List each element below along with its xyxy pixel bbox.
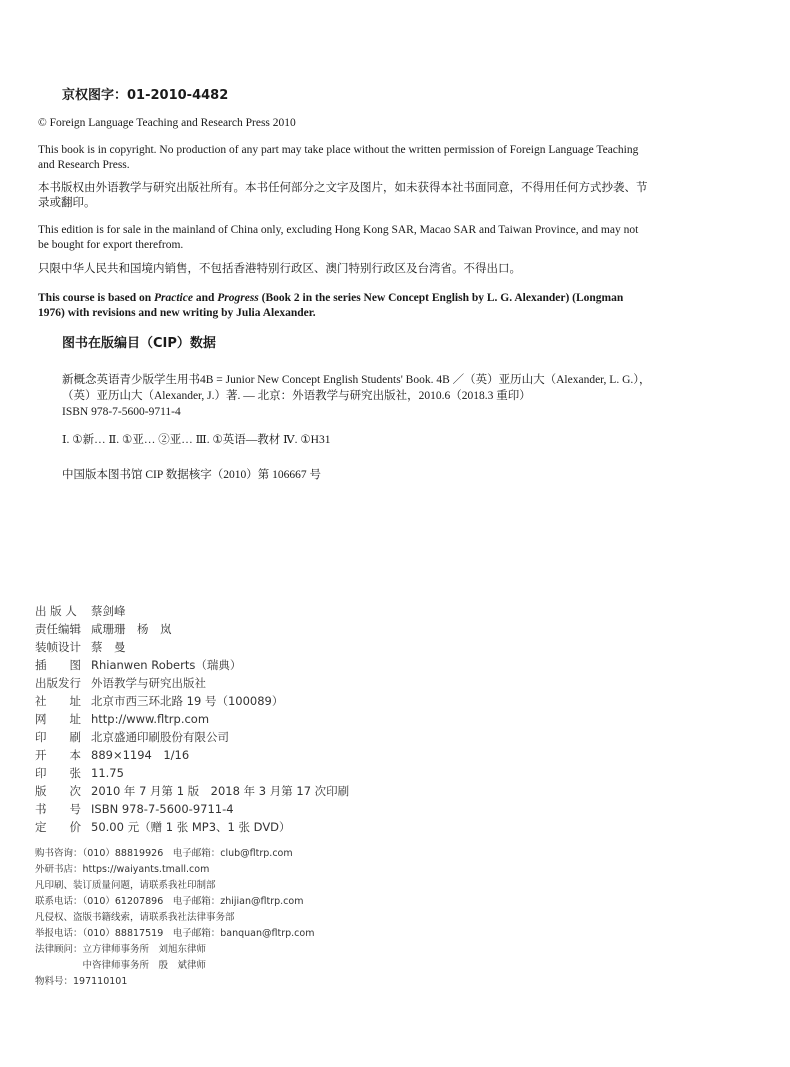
- pub-label: 书 号: [35, 802, 81, 816]
- pub-value: ISBN 978-7-5600-9711-4: [91, 802, 234, 816]
- copyright-notice-en: This book is in copyright. No production of any part may take place without the written permission of Foreign Language Teaching and Research Press.: [38, 144, 639, 171]
- pub-value: 北京盛通印刷股份有限公司: [91, 730, 229, 744]
- pub-label: 出 版 人: [35, 604, 77, 618]
- pub-value: 50.00 元（赠 1 张 MP3、1 张 DVD）: [91, 820, 291, 834]
- pub-value: 外语教学与研究出版社: [91, 676, 206, 690]
- copyright-notice-cn: 本书版权由外语教学与研究出版社所有。本书任何部分之文字及图片，如未获得本社书面同意，不得用任何方式抄袭、节录或翻印。: [38, 182, 648, 209]
- course-title-practice: Practice: [153, 292, 193, 304]
- pub-value: 蔡 曼: [91, 640, 126, 654]
- cip-heading: 图书在版编目（CIP）数据: [62, 336, 216, 351]
- contact-line-piracy: 凡侵权、盗版书籍线索，请联系我社法律事务部: [35, 912, 235, 923]
- contact-line-legal-1: 法律顾问：立方律师事务所 刘旭东律师: [35, 944, 207, 955]
- pub-label: 印 刷: [35, 730, 81, 744]
- course-suffix: (Book 2 in the series New Concept English by L. G. Alexander) (Longman 1976) with revisions and new writing by Julia Alexander.: [38, 292, 624, 319]
- course-source-note: [38, 291, 650, 321]
- sales-restriction-en: This edition is for sale in the mainland of China only, excluding Hong Kong SAR, Macao SAR and Taiwan Province, and may not be bought for export therefrom.: [38, 224, 639, 251]
- pub-label: 责任编辑: [35, 622, 81, 636]
- contact-line-legal-2: 中咨律师事务所 殷 斌律师: [35, 960, 207, 971]
- pub-label: 社 址: [35, 694, 81, 708]
- course-title-progress: Progress: [217, 292, 259, 304]
- contact-line-report-phone: 举报电话：（010）88817519 电子邮箱：banquan@fltrp.com: [35, 928, 315, 939]
- pub-value: http://www.fltrp.com: [91, 712, 210, 726]
- pub-label: 定 价: [35, 820, 81, 834]
- contact-line-quality-phone: 联系电话：（010）61207896 电子邮箱：zhijian@fltrp.com: [35, 896, 304, 907]
- contact-line-material: 物料号：197110101: [35, 976, 128, 987]
- course-and: and: [192, 292, 218, 304]
- pub-value: 2010 年 7 月第 1 版 2018 年 3 月第 17 次印刷: [91, 784, 350, 798]
- sales-restriction-cn: 只限中华人民共和国境内销售，不包括香港特别行政区、澳门特别行政区及台湾省。不得出口。: [38, 263, 521, 275]
- pub-label: 网 址: [35, 712, 81, 726]
- cip-record: [62, 372, 656, 420]
- contact-line-store: 外研书店：https://waiyants.tmall.com: [35, 864, 210, 875]
- pub-value: 咸珊珊 杨 岚: [91, 622, 172, 636]
- pub-label: 装帧设计: [35, 640, 81, 654]
- course-prefix: This course is based on: [38, 292, 154, 304]
- pub-label: 出版发行: [35, 676, 81, 690]
- pub-value: 蔡剑峰: [91, 604, 126, 618]
- pub-label: 印 张: [35, 766, 81, 780]
- pub-label: 版 次: [35, 784, 81, 798]
- cip-classification: Ⅰ. ①新… Ⅱ. ①亚… ②亚… Ⅲ. ①英语—教材 Ⅳ. ①H31: [62, 434, 331, 446]
- pub-value: 北京市西三环北路 19 号（100089）: [91, 694, 284, 708]
- pub-label: 开 本: [35, 748, 81, 762]
- pub-value: 11.75: [91, 766, 124, 780]
- pub-value: Rhianwen Roberts（瑞典）: [91, 658, 242, 672]
- copyright-line: © Foreign Language Teaching and Research Press 2010: [38, 117, 296, 129]
- contact-line-quality: 凡印刷、装订质量问题，请联系我社印制部: [35, 880, 216, 891]
- cip-record-number: 中国版本图书馆 CIP 数据核字（2010）第 106667 号: [62, 469, 321, 481]
- cip-main-entry: 新概念英语青少版学生用书4B = Junior New Concept English Students' Book. 4B ／（英）亚历山大（Alexander, L. G.），（英）亚历山大（Alexander, J.）著. — 北京：外语教学与研究出版社，2010.6（2018.3 重印）: [62, 374, 651, 402]
- permit-number: 京权图字：01-2010-4482: [62, 88, 229, 103]
- pub-value: 889×1194 1/16: [91, 748, 190, 762]
- cip-isbn: ISBN 978-7-5600-9711-4: [62, 406, 181, 418]
- contact-line-purchase: 购书咨询：（010）88819926 电子邮箱：club@fltrp.com: [35, 848, 293, 859]
- pub-label: 插 图: [35, 658, 81, 672]
